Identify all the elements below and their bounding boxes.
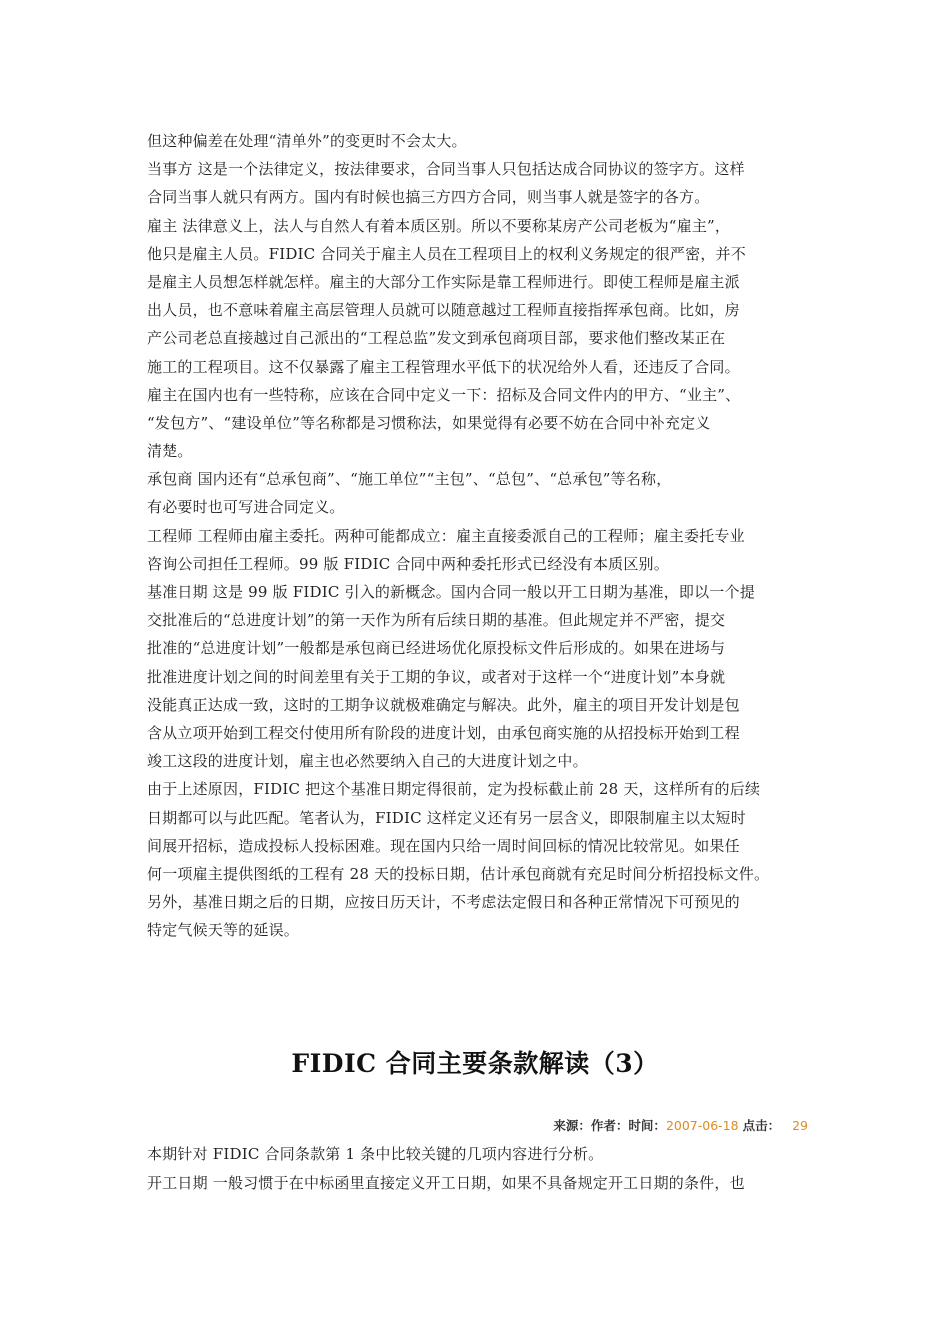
text-line: 雇主在国内也有一些特称，应该在合同中定义一下：招标及合同文件内的甲方、“业主”、	[147, 385, 741, 404]
article-title: FIDIC 合同主要条款解读（3）	[291, 1049, 659, 1078]
text-line: 开工日期 一般习惯于在中标函里直接定义开工日期，如果不具备规定开工日期的条件，也	[147, 1173, 745, 1192]
text-line: 承包商 国内还有“总承包商”、“施工单位”“主包”、“总包”、“总承包”等名称，	[147, 470, 672, 489]
text-line: 批准进度计划之间的时间差里有关于工期的争议，或者对于这样一个“进度计划”本身就	[147, 667, 726, 686]
text-line: 批准的“总进度计划”一般都是承包商已经进场优化原投标文件后形成的。如果在进场与	[147, 639, 726, 658]
text-line: 另外，基准日期之后的日期，应按日历天计，不考虑法定假日和各种正常情况下可预见的	[147, 893, 740, 912]
text-line: 清楚。	[147, 442, 193, 461]
text-line: 当事方 这是一个法律定义，按法律要求，合同当事人只包括达成合同协议的签字方。这样	[147, 160, 745, 179]
author-label: 作者：	[590, 1118, 629, 1133]
article-body-upper	[147, 127, 817, 944]
text-line: 本期针对 FIDIC 合同条款第 1 条中比较关键的几项内容进行分析。	[147, 1145, 604, 1163]
time-label: 时间：	[628, 1118, 666, 1133]
text-line: 产公司老总直接越过自己派出的“工程总监”发文到承包商项目部，要求他们整改某正在	[147, 329, 726, 348]
text-line: 含从立项开始到工程交付使用所有阶段的进度计划，由承包商实施的从招投标开始到工程	[147, 723, 740, 742]
text-line: 由于上述原因，FIDIC 把这个基准日期定得很前，定为投标截止前 28 天，这样所有的后续	[147, 780, 761, 799]
text-line: 雇主 法律意义上，法人与自然人有着本质区别。所以不要称某房产公司老板为“雇主”，	[147, 216, 731, 235]
text-line: 合同当事人就只有两方。国内有时候也搞三方四方合同，则当事人就是签字的各方。	[147, 188, 710, 207]
article-meta	[553, 1116, 808, 1134]
text-line: 竣工这段的进度计划，雇主也必然要纳入自己的大进度计划之中。	[147, 752, 588, 771]
text-line: 咨询公司担任工程师。99 版 FIDIC 合同中两种委托形式已经没有本质区别。	[147, 554, 669, 573]
article-body-lower	[147, 1140, 817, 1197]
source-label: 来源：	[553, 1118, 591, 1133]
text-line: 日期都可以与此匹配。笔者认为，FIDIC 这样定义还有另一层含义，即限制雇主以太短时	[147, 808, 746, 827]
text-line: 有必要时也可写进合同定义。	[147, 498, 345, 517]
text-line: 没能真正达成一致，这时的工期争议就极难确定与解决。此外，雇主的项目开发计划是包	[147, 695, 740, 714]
time-value: 2007-06-18	[665, 1118, 739, 1133]
text-line: “发包方”、“建设单位”等名称都是习惯称法，如果觉得有必要不妨在合同中补充定义	[147, 413, 711, 432]
text-line: 间展开招标，造成投标人投标困难。现在国内只给一周时间回标的情况比较常见。如果任	[147, 836, 740, 855]
text-line: 但这种偏差在处理“清单外”的变更时不会太大。	[147, 132, 467, 150]
text-line: 基准日期 这是 99 版 FIDIC 引入的新概念。国内合同一般以开工日期为基准，即以一个提	[147, 583, 755, 601]
text-line: 出人员，也不意味着雇主高层管理人员就可以随意越过工程师直接指挥承包商。比如，房	[147, 301, 740, 320]
text-line: 特定气候天等的延误。	[147, 921, 300, 940]
text-line: 何一项雇主提供图纸的工程有 28 天的投标日期，估计承包商就有充足时间分析招投标文件。	[147, 864, 770, 883]
hits-label: 点击：	[742, 1118, 781, 1133]
text-line: 是雇主人员想怎样就怎样。雇主的大部分工作实际是靠工程师进行。即使工程师是雇主派	[147, 272, 740, 291]
text-line: 工程师 工程师由雇主委托。两种可能都成立：雇主直接委派自己的工程师；雇主委托专业	[147, 526, 745, 545]
hits-value: 29	[792, 1118, 808, 1133]
text-line: 交批准后的“总进度计划”的第一天作为所有后续日期的基准。但此规定并不严密，提交	[147, 611, 726, 630]
text-line: 他只是雇主人员。FIDIC 合同关于雇主人员在工程项目上的权利义务规定的很严密，并不	[147, 244, 746, 263]
text-line: 施工的工程项目。这不仅暴露了雇主工程管理水平低下的状况给外人看，还违反了合同。	[147, 357, 740, 376]
